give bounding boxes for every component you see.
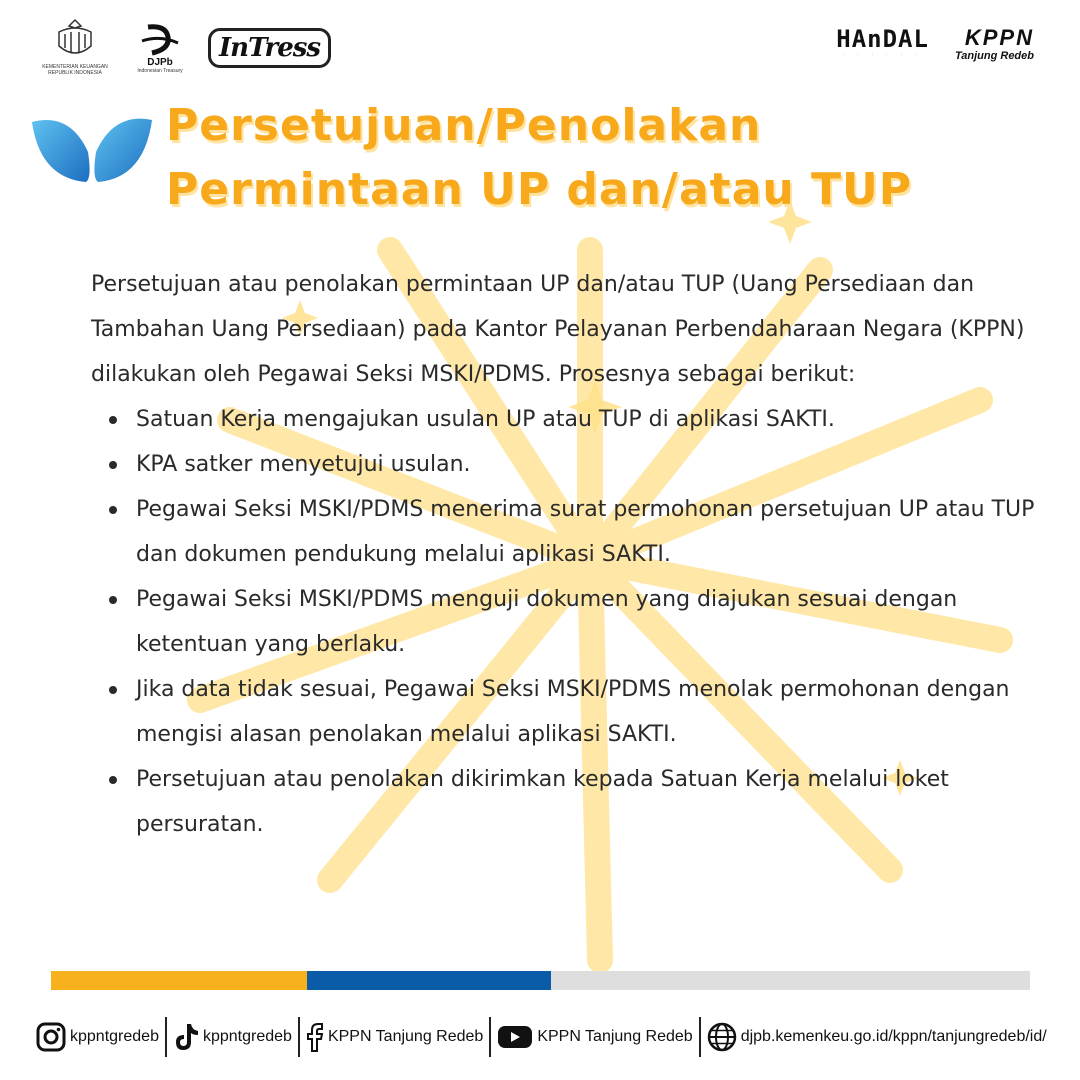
djpb-swoosh-icon bbox=[140, 23, 180, 57]
youtube-link[interactable] bbox=[497, 1024, 692, 1050]
kemenkeu-text: KEMENTERIAN KEUANGAN bbox=[42, 64, 108, 70]
tiktok-icon bbox=[173, 1022, 199, 1052]
kemenkeu-subtext: REPUBLIK INDONESIA bbox=[48, 70, 102, 76]
page-title bbox=[166, 94, 912, 222]
title-line-2: Permintaan UP dan/atau TUP bbox=[166, 164, 913, 215]
footer-divider bbox=[298, 1017, 300, 1057]
list-item: Pegawai Seksi MSKI/PDMS menerima surat permohonan persetujuan UP atau TUP dan dokumen pendukung melalui aplikasi SAKTI. bbox=[136, 487, 1041, 577]
website-url: djpb.kemenkeu.go.id/kppn/tanjungredeb/id/ bbox=[740, 1028, 1047, 1045]
footer-divider bbox=[699, 1017, 701, 1057]
handal-subtext-decoration: · · · · · · bbox=[842, 52, 923, 57]
kppn-text: KPPN bbox=[964, 25, 1034, 50]
body-content bbox=[91, 262, 1041, 847]
list-item: Pegawai Seksi MSKI/PDMS menguji dokumen yang diajukan sesuai dengan ketentuan yang berlaku. bbox=[136, 577, 1041, 667]
kemenkeu-logo bbox=[38, 16, 112, 80]
list-item: Jika data tidak sesuai, Pegawai Seksi MSKI/PDMS menolak permohonan dengan mengisi alasan penolakan melalui aplikasi SAKTI. bbox=[136, 667, 1041, 757]
intro-paragraph: Persetujuan atau penolakan permintaan UP dan/atau TUP (Uang Persediaan dan Tambahan Uang Persediaan) pada Kantor Pelayanan Perbendaharaan Negara (KPPN) dilakukan oleh Pegawai Seksi MSKI/PDMS. Prosesnya sebagai berikut: bbox=[91, 272, 1025, 387]
list-item: Satuan Kerja mengajukan usulan UP atau TUP di aplikasi SAKTI. bbox=[136, 397, 1041, 442]
website-link[interactable] bbox=[707, 1022, 1047, 1052]
footer-social-links bbox=[36, 1015, 1056, 1059]
tiktok-link[interactable] bbox=[173, 1022, 292, 1052]
kppn-subtext: Tanjung Redeb bbox=[954, 50, 1034, 62]
color-bar bbox=[51, 971, 1030, 990]
djpb-text: DJPb bbox=[147, 56, 173, 68]
color-bar-blue bbox=[307, 971, 551, 990]
globe-icon bbox=[707, 1022, 737, 1052]
steps-list bbox=[91, 397, 1041, 847]
kppn-logo bbox=[955, 26, 1034, 62]
list-item: Persetujuan atau penolakan dikirimkan kepada Satuan Kerja melalui loket persuratan. bbox=[136, 757, 1041, 847]
youtube-icon bbox=[497, 1024, 533, 1050]
instagram-link[interactable] bbox=[36, 1022, 159, 1052]
footer-divider bbox=[165, 1017, 167, 1057]
footer-divider bbox=[489, 1017, 491, 1057]
facebook-name: KPPN Tanjung Redeb bbox=[327, 1028, 484, 1045]
instagram-handle: kppntgredeb bbox=[70, 1028, 159, 1045]
handal-text: HAnDAL bbox=[836, 25, 929, 53]
facebook-icon bbox=[306, 1022, 324, 1052]
list-item: KPA satker menyetujui usulan. bbox=[136, 442, 1041, 487]
tiktok-handle: kppntgredeb bbox=[202, 1028, 292, 1045]
youtube-channel: KPPN Tanjung Redeb bbox=[537, 1028, 693, 1045]
kemenkeu-emblem-icon bbox=[51, 16, 99, 64]
djpb-subtext: Indonesian Treasury bbox=[137, 67, 183, 74]
facebook-link[interactable] bbox=[306, 1022, 483, 1052]
header-logos-left bbox=[38, 16, 331, 80]
color-bar-yellow bbox=[51, 971, 307, 990]
instagram-icon bbox=[36, 1022, 66, 1052]
leaf-mark-icon bbox=[30, 112, 154, 184]
intress-logo: InTress bbox=[208, 28, 331, 68]
color-bar-gray bbox=[551, 971, 1030, 990]
header-logos-right bbox=[836, 26, 1034, 62]
title-line-1: Persetujuan/Penolakan bbox=[166, 100, 762, 151]
djpb-logo bbox=[134, 23, 186, 74]
handal-logo bbox=[836, 26, 929, 57]
